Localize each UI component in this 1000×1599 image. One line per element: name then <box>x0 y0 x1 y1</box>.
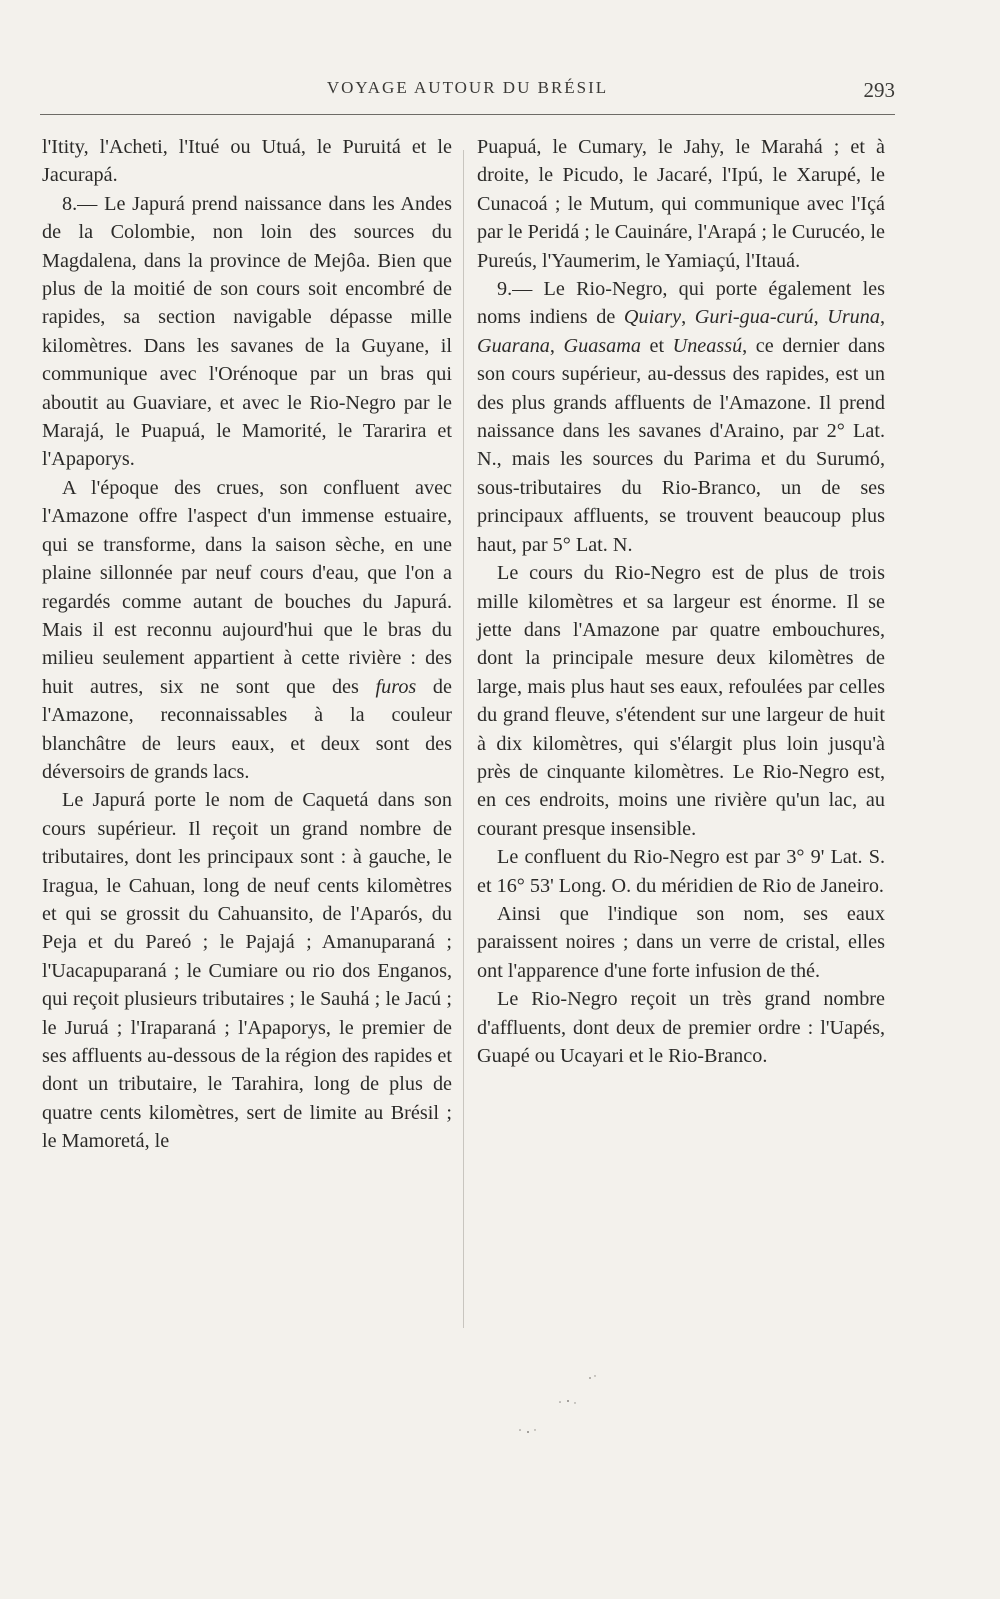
italic-name: Guarana <box>477 334 550 357</box>
text-run: 9.— Le Rio-Negro, qui porte également les noms indiens de <box>477 278 885 329</box>
italic-name: Uneassú <box>672 334 743 357</box>
header-rule <box>40 114 895 115</box>
page-number: 293 <box>863 78 895 102</box>
left-column <box>42 133 452 1156</box>
paragraph-japura-source: 8.— Le Japurá prend naissance dans les Andes de la Colombie, non loin des sources du Magdalena, dans la province de Mejôa. Bien que plus de la moitié de son cours soit encombré de rapides, sa section navigable dépasse mille kilomètres. Dans les savanes de la Guyane, il communique avec l'Orénoque par un bras qui aboutit au Guaviare, et avec le Rio-Negro par le Marajá, le Puapuá, le Mamorité, le Tararira et l'Apaporys. <box>42 192 452 471</box>
italic-term: furos <box>375 675 417 698</box>
text-run: , ce dernier dans son cours supérieur, au-dessus des rapides, est un des plus grands affluents de l'Amazone. Il prend naissance dans les savanes d'Araino, par 2° Lat. N., mais les sources du Parima et du Surumó, sous-tributaires du Rio-Branco, un de ses principaux affluents, se trouvent beaucoup plus haut, par 5° Lat. N. <box>477 334 886 556</box>
text-run: A l'époque des crues, son confluent avec l'Amazone offre l'aspect d'un immense estuaire, qui se transforme, dans la saison sèche, en une plaine sillonnée par neuf cours d'eau, que l'on a regardés comme autant de bouches du Japurá. Mais il est reconnu aujourd'hui que le bras du milieu seulement appartient à cette rivière : des huit autres, six ne sont que des <box>42 476 452 698</box>
text-run: , <box>813 306 828 329</box>
italic-name: Quiary <box>623 306 682 329</box>
paragraph-japura-floods <box>42 474 452 786</box>
italic-name: Guasama <box>563 334 641 357</box>
text-run: de l'Amazone, reconnaissables à la couleur blanchâtre de leurs eaux, et deux sont des déversoirs de grands lacs. <box>42 675 452 783</box>
paragraph-continuation: l'Itity, l'Acheti, l'Itué ou Utuá, le Puruitá et le Jacurapá. <box>42 136 452 187</box>
print-specks <box>500 1370 620 1440</box>
text-run: , <box>549 334 564 357</box>
text-run: , <box>681 306 695 329</box>
paragraph-continuation: Puapuá, le Cumary, le Jahy, le Marahá ; et à droite, le Picudo, le Jacaré, l'Ipú, le Xarupé, le Cunacoá ; le Mutum, qui communique avec l'Içá par le Peridá ; le Cauináre, l'Arapá ; le Curucéo, le Pureús, l'Yaumerim, le Yamiaçú, l'Itauá. <box>477 136 885 272</box>
paragraph-rio-negro-confluence: Le confluent du Rio-Negro est par 3° 9' Lat. S. et 16° 53' Long. O. du méridien de Rio de Janeiro. <box>477 846 885 897</box>
paragraph-rio-negro-affluents: Le Rio-Negro reçoit un très grand nombre d'affluents, dont deux de premier ordre : l'Uapés, Guapé ou Ucayari et le Rio-Branco. <box>477 988 885 1067</box>
column-divider <box>463 150 464 1328</box>
italic-name: Guri-gua-curú <box>694 306 814 329</box>
text-run: et <box>640 334 673 357</box>
running-title: VOYAGE AUTOUR DU BRÉSIL <box>326 78 609 97</box>
paragraph-rio-negro-course: Le cours du Rio-Negro est de plus de trois mille kilomètres et sa largeur est énorme. Il se jette dans l'Amazone par quatre embouchures, dont la principale mesure deux kilomètres de large, mais plus haut ses eaux, refoulées par celles du grand fleuve, s'étendent sur une largeur de huit à dix kilomètres, qui s'élargit plus loin jusqu'à près de cinquante kilomètres. Le Rio-Negro est, en ces endroits, moins une rivière qu'un lac, au courant presque insensible. <box>477 562 885 840</box>
paragraph-rio-negro-names <box>477 275 885 559</box>
italic-name: Uruna <box>827 306 880 329</box>
paragraph-japura-tributaries: Le Japurá porte le nom de Caquetá dans son cours supérieur. Il reçoit un grand nombre de tributaires, dont les principaux sont : à gauche, le Iragua, le Cahuan, long de neuf cents kilomètres et qui se grossit du Cahuansito, de l'Aparós, du Peja et du Pareó ; le Pajajá ; Amanuparaná ; l'Uacapuparaná ; le Cumiare ou rio dos Enganos, qui reçoit plusieurs tributaires ; le Sauhá ; le Jacú ; le Juruá ; l'Iraparaná ; l'Apaporys, le premier de ses affluents au-dessous de la région des rapides et dont un tributaire, le Tarahira, long de plus de quatre cents kilomètres, sert de limite au Brésil ; le Mamoretá, le <box>42 789 452 1153</box>
page-header <box>40 72 895 112</box>
text-run: , <box>879 306 886 329</box>
right-column <box>477 133 885 1070</box>
paragraph-rio-negro-waters: Ainsi que l'indique son nom, ses eaux paraissent noires ; dans un verre de cristal, elles ont l'apparence d'une forte infusion de thé. <box>477 902 885 982</box>
